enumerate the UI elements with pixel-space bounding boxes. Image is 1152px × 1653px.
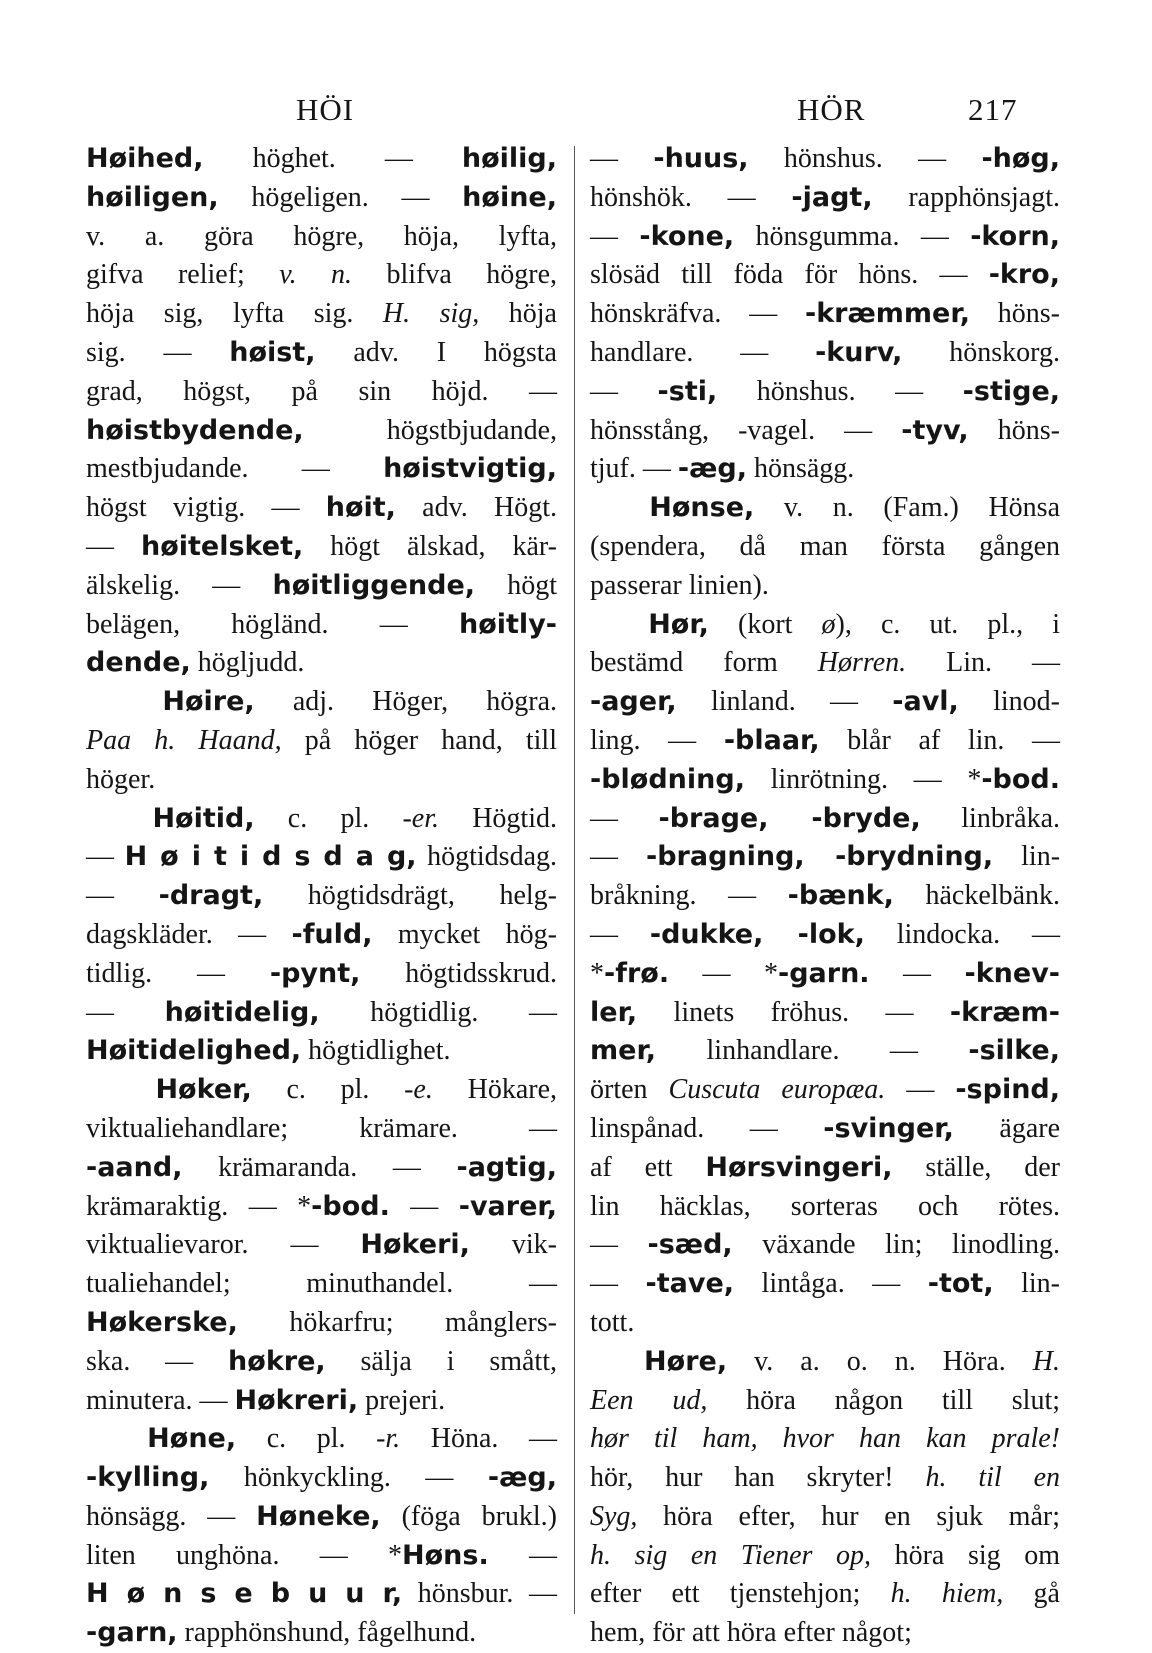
- entry-line: *-frø. — *-garn. — -knev-: [590, 957, 1061, 989]
- entry-line: gifva relief; v. n. blifva högre,: [86, 259, 558, 291]
- entry-line: dende, högljudd.: [86, 647, 305, 679]
- entry-line: Hønse, v. n. (Fam.) Hönsa: [649, 492, 1061, 524]
- entry-line: viktualiehandlare; krämare. —: [86, 1112, 557, 1144]
- entry-line: hönshök. — -jagt, rapphönsjagt.: [590, 181, 1060, 213]
- entry-line: tidlig. — -pynt, högtidsskrud.: [86, 957, 557, 989]
- entry-line: lin häcklas, sorteras och rötes.: [590, 1190, 1060, 1222]
- entry-line: viktualievaror. — Høkeri, vik-: [86, 1229, 557, 1261]
- running-head-right: HÖR: [797, 92, 866, 127]
- entry-line: minutera. — Høkreri, prejeri.: [86, 1384, 446, 1416]
- entry-line: — H ø i t i d s d a g, högtidsdag.: [86, 841, 557, 873]
- entry-line: Høne, c. pl. -r. Höna. —: [147, 1423, 557, 1455]
- entry-line: -garn, rapphönshund, fågelhund.: [86, 1617, 477, 1649]
- entry-line: Een ud, höra någon till slut;: [590, 1384, 1061, 1416]
- entry-line: af ett Hørsvingeri, ställe, der: [590, 1151, 1060, 1183]
- entry-line: hem, för att höra efter något;: [590, 1617, 912, 1649]
- entry-line: — -bragning, -brydning, lin-: [590, 841, 1061, 873]
- entry-line: krämaraktig. — *-bod. — -varer,: [86, 1190, 557, 1222]
- entry-line: — -tave, lintåga. — -tot, lin-: [590, 1268, 1060, 1300]
- entry-line: tott.: [590, 1306, 635, 1338]
- entry-line: efter ett tjenstehjon; h. hiem, gå: [590, 1578, 1060, 1610]
- right-column: [590, 140, 1060, 1653]
- entry-line: Høre, v. a. o. n. Höra. H.: [644, 1345, 1060, 1377]
- entry-line: hör, hur han skryter! h. til en: [590, 1462, 1060, 1494]
- entry-line: — -brage, -bryde, linbråka.: [590, 802, 1060, 834]
- entry-line: sig. — høist, adv. I högsta: [86, 336, 557, 368]
- entry-line: hør til ham, hvor han kan prale!: [590, 1423, 1060, 1455]
- entry-line: Hør, (kort ø), c. ut. pl., i: [648, 608, 1060, 640]
- entry-line: örten Cuscuta europæa. — -spind,: [590, 1074, 1061, 1106]
- entry-line: dagskläder. — -fuld, mycket hög-: [86, 918, 557, 950]
- entry-line: Høitidelighed, högtidlighet.: [86, 1035, 451, 1067]
- entry-line: Høitid, c. pl. -er. Högtid.: [152, 802, 557, 834]
- entry-line: ler, linets fröhus. — -kræm-: [590, 996, 1060, 1028]
- entry-line: grad, högst, på sin höjd. —: [86, 375, 557, 407]
- running-head-left: HÖI: [296, 92, 355, 127]
- entry-line: hönskräfva. — -kræmmer, höns-: [590, 298, 1060, 330]
- entry-line: höger.: [86, 763, 156, 795]
- entry-line: högst vigtig. — høit, adv. Högt.: [86, 492, 557, 524]
- entry-line: handlare. — -kurv, hönskorg.: [590, 336, 1060, 368]
- entry-line: bestämd form Hørren. Lin. —: [590, 647, 1060, 679]
- entry-line: Høkerske, hökarfru; månglers-: [86, 1306, 557, 1338]
- entry-line: ska. — høkre, sälja i smått,: [86, 1345, 557, 1377]
- entry-line: passerar linien).: [590, 569, 769, 601]
- entry-line: bråkning. — -bænk, häckelbänk.: [590, 880, 1060, 912]
- entry-line: slösäd till föda för höns. — -kro,: [590, 259, 1060, 291]
- entry-line: H ø n s e b u u r, hönsbur. —: [86, 1578, 557, 1610]
- page-number: 217: [968, 92, 1018, 127]
- entry-line: — -huus, hönshus. — -høg,: [590, 143, 1060, 174]
- entry-line: — -dragt, högtidsdrägt, helg-: [86, 880, 557, 912]
- entry-line: Paa h. Haand, på höger hand, till: [86, 724, 557, 756]
- entry-line: -blødning, linrötning. — *-bod.: [590, 763, 1060, 795]
- entry-line: tjuf. — -æg, hönsägg.: [590, 453, 855, 485]
- entry-line: hönsstång, -vagel. — -tyv, höns-: [590, 414, 1060, 446]
- entry-line: ling. — -blaar, blår af lin. —: [590, 724, 1060, 756]
- entry-line: mestbjudande. — høistvigtig,: [86, 453, 557, 485]
- entry-line: høiligen, högeligen. — høine,: [86, 181, 557, 213]
- entry-line: v. a. göra högre, höja, lyfta,: [86, 220, 557, 252]
- entry-line: — -sti, hönshus. — -stige,: [590, 375, 1061, 407]
- entry-line: liten unghöna. — *Høns. —: [86, 1539, 557, 1571]
- entry-line: h. sig en Tiener op, höra sig om: [590, 1539, 1060, 1571]
- entry-line: — høitidelig, högtidlig. —: [86, 996, 557, 1028]
- column-divider: [574, 146, 575, 1614]
- entry-line: hönsägg. — Høneke, (föga brukl.): [86, 1500, 557, 1532]
- entry-line: belägen, högländ. — høitly-: [86, 608, 557, 640]
- entry-line: -kylling, hönkyckling. — -æg,: [86, 1462, 557, 1494]
- entry-line: Syg, höra efter, hur en sjuk mår;: [590, 1500, 1060, 1532]
- entry-line: linspånad. — -svinger, ägare: [590, 1112, 1061, 1144]
- entry-line: — -sæd, växande lin; linodling.: [590, 1229, 1060, 1261]
- entry-line: mer, linhandlare. — -silke,: [590, 1035, 1060, 1067]
- left-column: [86, 140, 557, 1653]
- entry-line: (spendera, då man första gången: [590, 530, 1060, 562]
- entry-line: — -kone, hönsgumma. — -korn,: [590, 220, 1060, 252]
- entry-line: -aand, krämaranda. — -agtig,: [86, 1151, 557, 1183]
- entry-line: Høire, adj. Höger, högra.: [162, 686, 558, 718]
- entry-line: høistbydende, högstbjudande,: [86, 414, 557, 446]
- entry-line: Høihed, höghet. — høilig,: [86, 143, 557, 174]
- entry-line: älskelig. — høitliggende, högt: [86, 569, 558, 601]
- entry-line: -ager, linland. — -avl, linod-: [590, 686, 1060, 718]
- entry-line: tualiehandel; minuthandel. —: [86, 1268, 557, 1300]
- entry-line: Høker, c. pl. -e. Hökare,: [155, 1074, 557, 1106]
- entry-line: höja sig, lyfta sig. H. sig, höja: [86, 298, 557, 330]
- entry-line: — -dukke, -lok, lindocka. —: [590, 918, 1060, 950]
- entry-line: — høitelsket, högt älskad, kär-: [86, 530, 558, 562]
